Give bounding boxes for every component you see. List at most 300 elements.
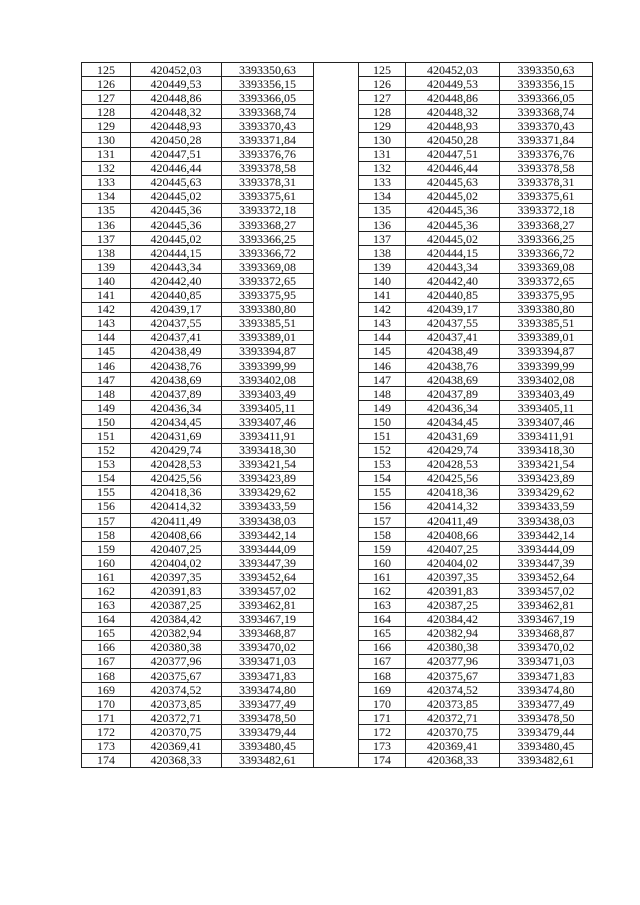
- right-y-coordinate: 3393372,18: [500, 203, 593, 217]
- right-x-coordinate: 420370,75: [406, 725, 500, 739]
- left-point-number: 133: [82, 175, 131, 189]
- table-row: [82, 612, 593, 626]
- right-x-coordinate: 420445,02: [406, 189, 500, 203]
- left-point-number: 164: [82, 612, 131, 626]
- left-point-number: 136: [82, 218, 131, 232]
- table-row: [82, 711, 593, 725]
- right-y-coordinate: 3393380,80: [500, 302, 593, 316]
- left-point-number: 142: [82, 302, 131, 316]
- left-point-number: 160: [82, 556, 131, 570]
- column-gap: [314, 514, 359, 528]
- left-x-coordinate: 420372,71: [131, 711, 222, 725]
- left-y-coordinate: 3393429,62: [222, 485, 314, 499]
- right-y-coordinate: 3393467,19: [500, 612, 593, 626]
- right-y-coordinate: 3393452,64: [500, 570, 593, 584]
- right-y-coordinate: 3393366,25: [500, 232, 593, 246]
- right-point-number: 164: [359, 612, 406, 626]
- table-row: [82, 274, 593, 288]
- right-x-coordinate: 420437,55: [406, 316, 500, 330]
- right-x-coordinate: 420445,36: [406, 203, 500, 217]
- right-y-coordinate: 3393375,61: [500, 189, 593, 203]
- left-y-coordinate: 3393421,54: [222, 457, 314, 471]
- right-x-coordinate: 420452,03: [406, 63, 500, 77]
- left-point-number: 128: [82, 105, 131, 119]
- right-point-number: 165: [359, 626, 406, 640]
- left-y-coordinate: 3393378,31: [222, 175, 314, 189]
- left-point-number: 167: [82, 654, 131, 668]
- left-point-number: 137: [82, 232, 131, 246]
- left-y-coordinate: 3393470,02: [222, 640, 314, 654]
- left-point-number: 158: [82, 528, 131, 542]
- right-point-number: 162: [359, 584, 406, 598]
- table-row: [82, 739, 593, 753]
- left-y-coordinate: 3393394,87: [222, 344, 314, 358]
- right-x-coordinate: 420448,86: [406, 91, 500, 105]
- left-x-coordinate: 420428,53: [131, 457, 222, 471]
- column-gap: [314, 316, 359, 330]
- left-point-number: 150: [82, 415, 131, 429]
- left-point-number: 157: [82, 514, 131, 528]
- left-point-number: 173: [82, 739, 131, 753]
- right-point-number: 146: [359, 358, 406, 372]
- left-y-coordinate: 3393366,72: [222, 246, 314, 260]
- left-point-number: 129: [82, 119, 131, 133]
- left-x-coordinate: 420448,86: [131, 91, 222, 105]
- right-x-coordinate: 420438,49: [406, 344, 500, 358]
- left-y-coordinate: 3393378,58: [222, 161, 314, 175]
- left-x-coordinate: 420443,34: [131, 260, 222, 274]
- right-point-number: 173: [359, 739, 406, 753]
- left-y-coordinate: 3393403,49: [222, 387, 314, 401]
- right-x-coordinate: 420391,83: [406, 584, 500, 598]
- column-gap: [314, 218, 359, 232]
- left-y-coordinate: 3393467,19: [222, 612, 314, 626]
- right-x-coordinate: 420439,17: [406, 302, 500, 316]
- left-x-coordinate: 420408,66: [131, 528, 222, 542]
- left-y-coordinate: 3393376,76: [222, 147, 314, 161]
- right-y-coordinate: 3393402,08: [500, 373, 593, 387]
- right-point-number: 125: [359, 63, 406, 77]
- right-y-coordinate: 3393370,43: [500, 119, 593, 133]
- table-row: [82, 218, 593, 232]
- left-y-coordinate: 3393405,11: [222, 401, 314, 415]
- right-x-coordinate: 420440,85: [406, 288, 500, 302]
- left-y-coordinate: 3393385,51: [222, 316, 314, 330]
- right-y-coordinate: 3393378,31: [500, 175, 593, 189]
- table-row: [82, 302, 593, 316]
- left-x-coordinate: 420373,85: [131, 697, 222, 711]
- right-x-coordinate: 420437,89: [406, 387, 500, 401]
- table-row: [82, 105, 593, 119]
- right-point-number: 157: [359, 514, 406, 528]
- right-y-coordinate: 3393389,01: [500, 330, 593, 344]
- left-x-coordinate: 420437,55: [131, 316, 222, 330]
- left-point-number: 134: [82, 189, 131, 203]
- table-row: [82, 175, 593, 189]
- left-x-coordinate: 420437,89: [131, 387, 222, 401]
- right-x-coordinate: 420425,56: [406, 471, 500, 485]
- right-y-coordinate: 3393376,76: [500, 147, 593, 161]
- right-x-coordinate: 420448,93: [406, 119, 500, 133]
- left-y-coordinate: 3393471,83: [222, 669, 314, 683]
- left-point-number: 152: [82, 443, 131, 457]
- right-point-number: 156: [359, 499, 406, 513]
- left-y-coordinate: 3393368,27: [222, 218, 314, 232]
- left-x-coordinate: 420439,17: [131, 302, 222, 316]
- left-point-number: 127: [82, 91, 131, 105]
- right-x-coordinate: 420445,36: [406, 218, 500, 232]
- right-y-coordinate: 3393418,30: [500, 443, 593, 457]
- left-y-coordinate: 3393366,05: [222, 91, 314, 105]
- right-x-coordinate: 420450,28: [406, 133, 500, 147]
- table-row: [82, 753, 593, 767]
- table-row: [82, 260, 593, 274]
- right-point-number: 130: [359, 133, 406, 147]
- left-point-number: 130: [82, 133, 131, 147]
- right-x-coordinate: 420448,32: [406, 105, 500, 119]
- table-row: [82, 542, 593, 556]
- left-x-coordinate: 420431,69: [131, 429, 222, 443]
- column-gap: [314, 175, 359, 189]
- right-y-coordinate: 3393375,95: [500, 288, 593, 302]
- column-gap: [314, 288, 359, 302]
- right-x-coordinate: 420449,53: [406, 77, 500, 91]
- right-x-coordinate: 420438,69: [406, 373, 500, 387]
- left-x-coordinate: 420369,41: [131, 739, 222, 753]
- right-x-coordinate: 420408,66: [406, 528, 500, 542]
- right-y-coordinate: 3393470,02: [500, 640, 593, 654]
- left-point-number: 155: [82, 485, 131, 499]
- right-x-coordinate: 420397,35: [406, 570, 500, 584]
- left-point-number: 143: [82, 316, 131, 330]
- left-point-number: 162: [82, 584, 131, 598]
- column-gap: [314, 753, 359, 767]
- right-x-coordinate: 420446,44: [406, 161, 500, 175]
- right-point-number: 172: [359, 725, 406, 739]
- column-gap: [314, 387, 359, 401]
- left-point-number: 163: [82, 598, 131, 612]
- right-x-coordinate: 420437,41: [406, 330, 500, 344]
- right-y-coordinate: 3393447,39: [500, 556, 593, 570]
- right-x-coordinate: 420418,36: [406, 485, 500, 499]
- left-y-coordinate: 3393368,74: [222, 105, 314, 119]
- left-x-coordinate: 420450,28: [131, 133, 222, 147]
- table-row: [82, 697, 593, 711]
- column-gap: [314, 471, 359, 485]
- table-row: [82, 77, 593, 91]
- table-row: [82, 669, 593, 683]
- right-x-coordinate: 420447,51: [406, 147, 500, 161]
- left-y-coordinate: 3393370,43: [222, 119, 314, 133]
- left-x-coordinate: 420442,40: [131, 274, 222, 288]
- right-x-coordinate: 420428,53: [406, 457, 500, 471]
- left-y-coordinate: 3393457,02: [222, 584, 314, 598]
- right-y-coordinate: 3393378,58: [500, 161, 593, 175]
- left-point-number: 139: [82, 260, 131, 274]
- right-x-coordinate: 420443,34: [406, 260, 500, 274]
- right-y-coordinate: 3393368,74: [500, 105, 593, 119]
- right-point-number: 150: [359, 415, 406, 429]
- column-gap: [314, 542, 359, 556]
- left-y-coordinate: 3393447,39: [222, 556, 314, 570]
- right-x-coordinate: 420445,02: [406, 232, 500, 246]
- left-point-number: 161: [82, 570, 131, 584]
- column-gap: [314, 612, 359, 626]
- column-gap: [314, 373, 359, 387]
- column-gap: [314, 711, 359, 725]
- table-row: [82, 499, 593, 513]
- left-x-coordinate: 420445,02: [131, 189, 222, 203]
- table-row: [82, 556, 593, 570]
- left-x-coordinate: 420397,35: [131, 570, 222, 584]
- column-gap: [314, 584, 359, 598]
- column-gap: [314, 598, 359, 612]
- column-gap: [314, 119, 359, 133]
- left-point-number: 132: [82, 161, 131, 175]
- left-point-number: 165: [82, 626, 131, 640]
- right-point-number: 140: [359, 274, 406, 288]
- right-point-number: 161: [359, 570, 406, 584]
- table-row: [82, 358, 593, 372]
- right-y-coordinate: 3393366,05: [500, 91, 593, 105]
- left-y-coordinate: 3393402,08: [222, 373, 314, 387]
- left-point-number: 146: [82, 358, 131, 372]
- right-y-coordinate: 3393471,03: [500, 654, 593, 668]
- left-y-coordinate: 3393477,49: [222, 697, 314, 711]
- table-row: [82, 119, 593, 133]
- left-x-coordinate: 420437,41: [131, 330, 222, 344]
- right-y-coordinate: 3393480,45: [500, 739, 593, 753]
- left-y-coordinate: 3393418,30: [222, 443, 314, 457]
- right-point-number: 134: [359, 189, 406, 203]
- left-y-coordinate: 3393471,03: [222, 654, 314, 668]
- right-point-number: 129: [359, 119, 406, 133]
- right-point-number: 169: [359, 683, 406, 697]
- column-gap: [314, 485, 359, 499]
- left-point-number: 174: [82, 753, 131, 767]
- right-point-number: 132: [359, 161, 406, 175]
- right-x-coordinate: 420373,85: [406, 697, 500, 711]
- table-row: [82, 725, 593, 739]
- table-row: [82, 91, 593, 105]
- right-x-coordinate: 420377,96: [406, 654, 500, 668]
- left-y-coordinate: 3393371,84: [222, 133, 314, 147]
- column-gap: [314, 626, 359, 640]
- column-gap: [314, 105, 359, 119]
- left-x-coordinate: 420438,69: [131, 373, 222, 387]
- table-row: [82, 387, 593, 401]
- left-x-coordinate: 420411,49: [131, 514, 222, 528]
- table-row: [82, 598, 593, 612]
- table-row: [82, 654, 593, 668]
- left-y-coordinate: 3393399,99: [222, 358, 314, 372]
- left-x-coordinate: 420444,15: [131, 246, 222, 260]
- left-point-number: 140: [82, 274, 131, 288]
- left-x-coordinate: 420407,25: [131, 542, 222, 556]
- right-point-number: 139: [359, 260, 406, 274]
- right-y-coordinate: 3393366,72: [500, 246, 593, 260]
- left-y-coordinate: 3393479,44: [222, 725, 314, 739]
- left-x-coordinate: 420384,42: [131, 612, 222, 626]
- right-point-number: 143: [359, 316, 406, 330]
- right-point-number: 163: [359, 598, 406, 612]
- right-y-coordinate: 3393429,62: [500, 485, 593, 499]
- left-y-coordinate: 3393444,09: [222, 542, 314, 556]
- left-y-coordinate: 3393375,61: [222, 189, 314, 203]
- right-y-coordinate: 3393407,46: [500, 415, 593, 429]
- right-y-coordinate: 3393405,11: [500, 401, 593, 415]
- right-point-number: 148: [359, 387, 406, 401]
- left-x-coordinate: 420375,67: [131, 669, 222, 683]
- right-point-number: 152: [359, 443, 406, 457]
- left-point-number: 148: [82, 387, 131, 401]
- right-y-coordinate: 3393468,87: [500, 626, 593, 640]
- table-row: [82, 626, 593, 640]
- table-row: [82, 232, 593, 246]
- left-x-coordinate: 420449,53: [131, 77, 222, 91]
- right-y-coordinate: 3393462,81: [500, 598, 593, 612]
- right-x-coordinate: 420382,94: [406, 626, 500, 640]
- right-x-coordinate: 420436,34: [406, 401, 500, 415]
- right-point-number: 149: [359, 401, 406, 415]
- left-x-coordinate: 420382,94: [131, 626, 222, 640]
- right-point-number: 154: [359, 471, 406, 485]
- table-row: [82, 246, 593, 260]
- right-y-coordinate: 3393369,08: [500, 260, 593, 274]
- left-y-coordinate: 3393423,89: [222, 471, 314, 485]
- left-y-coordinate: 3393369,08: [222, 260, 314, 274]
- column-gap: [314, 147, 359, 161]
- table-row: [82, 443, 593, 457]
- left-x-coordinate: 420374,52: [131, 683, 222, 697]
- right-y-coordinate: 3393478,50: [500, 711, 593, 725]
- left-y-coordinate: 3393356,15: [222, 77, 314, 91]
- column-gap: [314, 443, 359, 457]
- left-x-coordinate: 420446,44: [131, 161, 222, 175]
- right-y-coordinate: 3393356,15: [500, 77, 593, 91]
- left-x-coordinate: 420436,34: [131, 401, 222, 415]
- right-y-coordinate: 3393442,14: [500, 528, 593, 542]
- right-point-number: 158: [359, 528, 406, 542]
- column-gap: [314, 358, 359, 372]
- column-gap: [314, 344, 359, 358]
- right-x-coordinate: 420368,33: [406, 753, 500, 767]
- right-x-coordinate: 420384,42: [406, 612, 500, 626]
- left-y-coordinate: 3393462,81: [222, 598, 314, 612]
- right-y-coordinate: 3393394,87: [500, 344, 593, 358]
- column-gap: [314, 203, 359, 217]
- table-row: [82, 373, 593, 387]
- column-gap: [314, 260, 359, 274]
- column-gap: [314, 330, 359, 344]
- column-gap: [314, 63, 359, 77]
- column-gap: [314, 725, 359, 739]
- left-point-number: 170: [82, 697, 131, 711]
- column-gap: [314, 77, 359, 91]
- table-row: [82, 471, 593, 485]
- right-x-coordinate: 420387,25: [406, 598, 500, 612]
- right-y-coordinate: 3393411,91: [500, 429, 593, 443]
- left-point-number: 126: [82, 77, 131, 91]
- right-x-coordinate: 420444,15: [406, 246, 500, 260]
- right-point-number: 170: [359, 697, 406, 711]
- left-y-coordinate: 3393411,91: [222, 429, 314, 443]
- right-point-number: 159: [359, 542, 406, 556]
- right-point-number: 174: [359, 753, 406, 767]
- column-gap: [314, 683, 359, 697]
- right-x-coordinate: 420438,76: [406, 358, 500, 372]
- right-y-coordinate: 3393444,09: [500, 542, 593, 556]
- left-point-number: 131: [82, 147, 131, 161]
- left-x-coordinate: 420377,96: [131, 654, 222, 668]
- column-gap: [314, 739, 359, 753]
- left-point-number: 147: [82, 373, 131, 387]
- right-point-number: 128: [359, 105, 406, 119]
- left-x-coordinate: 420445,36: [131, 218, 222, 232]
- left-y-coordinate: 3393478,50: [222, 711, 314, 725]
- column-gap: [314, 232, 359, 246]
- left-x-coordinate: 420447,51: [131, 147, 222, 161]
- left-y-coordinate: 3393372,18: [222, 203, 314, 217]
- left-point-number: 151: [82, 429, 131, 443]
- right-point-number: 127: [359, 91, 406, 105]
- table-row: [82, 133, 593, 147]
- right-point-number: 137: [359, 232, 406, 246]
- table-row: [82, 288, 593, 302]
- right-point-number: 141: [359, 288, 406, 302]
- left-x-coordinate: 420440,85: [131, 288, 222, 302]
- column-gap: [314, 528, 359, 542]
- column-gap: [314, 697, 359, 711]
- right-y-coordinate: 3393423,89: [500, 471, 593, 485]
- left-point-number: 169: [82, 683, 131, 697]
- column-gap: [314, 669, 359, 683]
- left-point-number: 166: [82, 640, 131, 654]
- table-row: [82, 401, 593, 415]
- table-row: [82, 514, 593, 528]
- left-x-coordinate: 420368,33: [131, 753, 222, 767]
- left-y-coordinate: 3393375,95: [222, 288, 314, 302]
- right-x-coordinate: 420375,67: [406, 669, 500, 683]
- table-row: [82, 316, 593, 330]
- left-point-number: 145: [82, 344, 131, 358]
- left-x-coordinate: 420445,36: [131, 203, 222, 217]
- right-point-number: 147: [359, 373, 406, 387]
- left-point-number: 154: [82, 471, 131, 485]
- right-point-number: 131: [359, 147, 406, 161]
- left-y-coordinate: 3393474,80: [222, 683, 314, 697]
- left-x-coordinate: 420425,56: [131, 471, 222, 485]
- right-point-number: 133: [359, 175, 406, 189]
- right-point-number: 155: [359, 485, 406, 499]
- left-y-coordinate: 3393380,80: [222, 302, 314, 316]
- right-point-number: 166: [359, 640, 406, 654]
- left-y-coordinate: 3393452,64: [222, 570, 314, 584]
- right-y-coordinate: 3393479,44: [500, 725, 593, 739]
- left-y-coordinate: 3393350,63: [222, 63, 314, 77]
- right-point-number: 138: [359, 246, 406, 260]
- column-gap: [314, 401, 359, 415]
- table-row: [82, 415, 593, 429]
- right-x-coordinate: 420411,49: [406, 514, 500, 528]
- left-point-number: 138: [82, 246, 131, 260]
- column-gap: [314, 457, 359, 471]
- left-y-coordinate: 3393372,65: [222, 274, 314, 288]
- left-point-number: 135: [82, 203, 131, 217]
- left-x-coordinate: 420429,74: [131, 443, 222, 457]
- column-gap: [314, 133, 359, 147]
- right-point-number: 136: [359, 218, 406, 232]
